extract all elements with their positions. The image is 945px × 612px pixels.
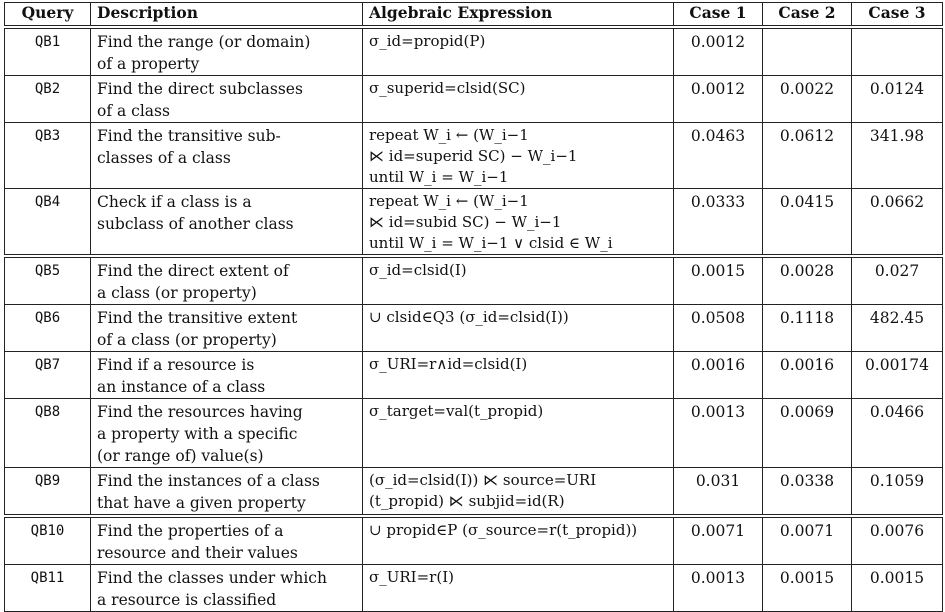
expression-cell bbox=[363, 399, 674, 468]
description-line: a resource is classified bbox=[97, 591, 277, 609]
description-line: a property with a specific bbox=[97, 425, 298, 443]
expression-line: ⋉ id=superid SC) − W_i−1 bbox=[369, 147, 578, 165]
benchmark-query-table bbox=[4, 2, 943, 612]
query-id: QB10 bbox=[5, 516, 91, 565]
header-case3: Case 3 bbox=[852, 3, 943, 28]
case1-value: 0.0013 bbox=[674, 399, 763, 468]
description-line: of a class bbox=[97, 102, 170, 120]
table-row bbox=[5, 516, 943, 565]
table-row bbox=[5, 305, 943, 352]
case3-value: 0.0662 bbox=[852, 189, 943, 257]
description-line: Find if a resource is bbox=[97, 356, 255, 374]
case2-value: 0.0069 bbox=[763, 399, 852, 468]
case3-value: 482.45 bbox=[852, 305, 943, 352]
description-cell bbox=[91, 256, 363, 305]
description-line: subclass of another class bbox=[97, 215, 294, 233]
description-line: Find the properties of a bbox=[97, 522, 284, 540]
description-line: Find the range (or domain) bbox=[97, 33, 311, 51]
case3-value: 0.0076 bbox=[852, 516, 943, 565]
description-cell bbox=[91, 305, 363, 352]
expression-cell bbox=[363, 305, 674, 352]
expression-line: σ_id=clsid(I) bbox=[369, 261, 467, 279]
description-line: Find the resources having bbox=[97, 403, 303, 421]
description-cell bbox=[91, 468, 363, 517]
description-cell bbox=[91, 516, 363, 565]
case1-value: 0.0012 bbox=[674, 76, 763, 123]
case3-value: 0.1059 bbox=[852, 468, 943, 517]
expression-cell bbox=[363, 468, 674, 517]
expression-cell bbox=[363, 352, 674, 399]
table-row bbox=[5, 565, 943, 612]
header-description: Description bbox=[91, 3, 363, 28]
case1-value: 0.0463 bbox=[674, 123, 763, 189]
query-id: QB2 bbox=[5, 76, 91, 123]
case3-value: 341.98 bbox=[852, 123, 943, 189]
expression-line: repeat W_i ← (W_i−1 bbox=[369, 192, 529, 210]
case1-value: 0.0016 bbox=[674, 352, 763, 399]
case3-value: 0.027 bbox=[852, 256, 943, 305]
query-id: QB5 bbox=[5, 256, 91, 305]
query-id: QB3 bbox=[5, 123, 91, 189]
expression-line: σ_URI=r(I) bbox=[369, 568, 454, 586]
case2-value: 0.0338 bbox=[763, 468, 852, 517]
header-row bbox=[5, 3, 943, 28]
case1-value: 0.0015 bbox=[674, 256, 763, 305]
expression-line: σ_id=propid(P) bbox=[369, 32, 486, 50]
expression-cell bbox=[363, 256, 674, 305]
expression-cell bbox=[363, 27, 674, 76]
expression-cell bbox=[363, 565, 674, 612]
description-line: Find the instances of a class bbox=[97, 472, 320, 490]
table-row bbox=[5, 27, 943, 76]
header-query: Query bbox=[5, 3, 91, 28]
description-line: Find the transitive extent bbox=[97, 309, 298, 327]
description-line: Find the direct subclasses bbox=[97, 80, 303, 98]
table-row bbox=[5, 76, 943, 123]
description-line: resource and their values bbox=[97, 544, 298, 562]
expression-cell bbox=[363, 516, 674, 565]
description-line: (or range of) value(s) bbox=[97, 447, 264, 465]
query-id: QB6 bbox=[5, 305, 91, 352]
expression-cell bbox=[363, 189, 674, 257]
case3-value: 0.0466 bbox=[852, 399, 943, 468]
description-cell bbox=[91, 399, 363, 468]
expression-cell bbox=[363, 123, 674, 189]
expression-line: σ_URI=r∧id=clsid(I) bbox=[369, 355, 528, 373]
expression-line: (σ_id=clsid(I)) ⋉ source=URI bbox=[369, 471, 597, 489]
header-expression: Algebraic Expression bbox=[363, 3, 674, 28]
expression-line: (t_propid) ⋉ subjid=id(R) bbox=[369, 492, 565, 510]
table-row bbox=[5, 189, 943, 257]
table-row bbox=[5, 468, 943, 517]
case3-value bbox=[852, 27, 943, 76]
case2-value: 0.0071 bbox=[763, 516, 852, 565]
header-case2: Case 2 bbox=[763, 3, 852, 28]
description-line: Find the direct extent of bbox=[97, 262, 289, 280]
case1-value: 0.031 bbox=[674, 468, 763, 517]
expression-line: σ_target=val(t_propid) bbox=[369, 402, 544, 420]
description-cell bbox=[91, 27, 363, 76]
case2-value: 0.0028 bbox=[763, 256, 852, 305]
case2-value bbox=[763, 27, 852, 76]
case1-value: 0.0508 bbox=[674, 305, 763, 352]
case2-value: 0.0016 bbox=[763, 352, 852, 399]
case2-value: 0.1118 bbox=[763, 305, 852, 352]
description-line: of a property bbox=[97, 55, 200, 73]
table-row bbox=[5, 256, 943, 305]
query-id: QB9 bbox=[5, 468, 91, 517]
query-id: QB8 bbox=[5, 399, 91, 468]
description-cell bbox=[91, 352, 363, 399]
case1-value: 0.0012 bbox=[674, 27, 763, 76]
description-line: a class (or property) bbox=[97, 284, 257, 302]
query-id: QB4 bbox=[5, 189, 91, 257]
case1-value: 0.0333 bbox=[674, 189, 763, 257]
description-line: an instance of a class bbox=[97, 378, 266, 396]
case3-value: 0.00174 bbox=[852, 352, 943, 399]
case3-value: 0.0015 bbox=[852, 565, 943, 612]
table-row bbox=[5, 123, 943, 189]
expression-line: ∪ clsid∈Q3 (σ_id=clsid(I)) bbox=[369, 308, 569, 326]
expression-line: ⋉ id=subid SC) − W_i−1 bbox=[369, 213, 562, 231]
table-row bbox=[5, 352, 943, 399]
expression-line: σ_superid=clsid(SC) bbox=[369, 79, 526, 97]
query-id: QB1 bbox=[5, 27, 91, 76]
table-row bbox=[5, 399, 943, 468]
description-line: Check if a class is a bbox=[97, 193, 252, 211]
query-table-container bbox=[4, 2, 942, 612]
case1-value: 0.0071 bbox=[674, 516, 763, 565]
query-id: QB7 bbox=[5, 352, 91, 399]
expression-line: until W_i = W_i−1 ∨ clsid ∈ W_i bbox=[369, 234, 613, 252]
expression-line: repeat W_i ← (W_i−1 bbox=[369, 126, 529, 144]
expression-cell bbox=[363, 76, 674, 123]
description-line: of a class (or property) bbox=[97, 331, 277, 349]
case2-value: 0.0415 bbox=[763, 189, 852, 257]
case2-value: 0.0015 bbox=[763, 565, 852, 612]
expression-line: until W_i = W_i−1 bbox=[369, 168, 509, 186]
description-line: that have a given property bbox=[97, 494, 306, 512]
case3-value: 0.0124 bbox=[852, 76, 943, 123]
description-cell bbox=[91, 565, 363, 612]
case2-value: 0.0612 bbox=[763, 123, 852, 189]
header-case1: Case 1 bbox=[674, 3, 763, 28]
description-cell bbox=[91, 123, 363, 189]
description-line: Find the classes under which bbox=[97, 569, 327, 587]
case2-value: 0.0022 bbox=[763, 76, 852, 123]
expression-line: ∪ propid∈P (σ_source=r(t_propid)) bbox=[369, 521, 638, 539]
query-id: QB11 bbox=[5, 565, 91, 612]
case1-value: 0.0013 bbox=[674, 565, 763, 612]
description-line: Find the transitive sub- bbox=[97, 127, 281, 145]
description-cell bbox=[91, 189, 363, 257]
description-cell bbox=[91, 76, 363, 123]
description-line: classes of a class bbox=[97, 149, 231, 167]
